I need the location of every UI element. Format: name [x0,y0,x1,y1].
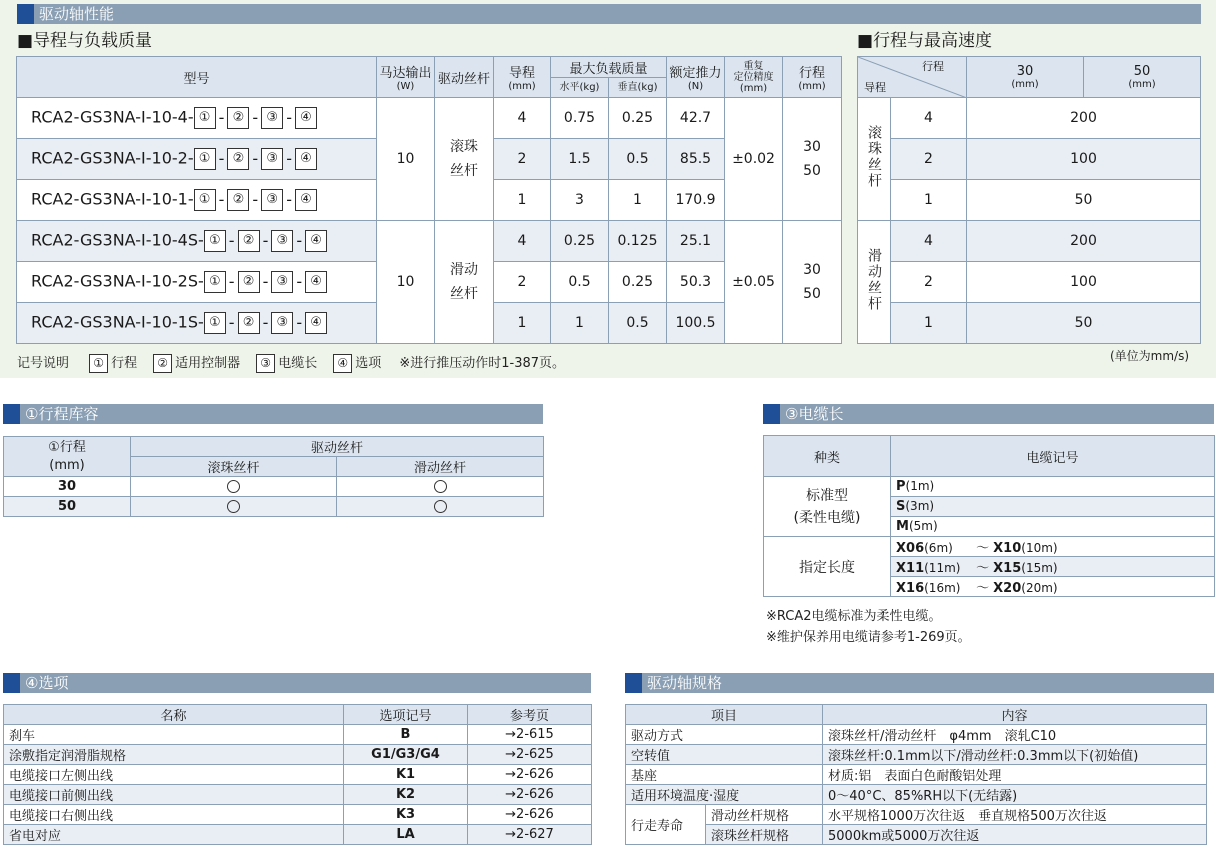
option-row [4,785,592,805]
spec-life-sub: 滑动丝杆规格 [706,805,823,825]
option-row [4,745,592,765]
hdr-horizontal: 水平(kg) [551,78,609,98]
legend-note: ※进行推压动作时1-387页。 [399,356,566,371]
option-name: 刹车 [4,725,344,745]
motor-output: 10 [377,98,435,221]
option-box-1: ① [204,312,226,334]
horizontal-load: 1.5 [551,139,609,180]
hdr-motor-label: 马达输出 [379,66,432,81]
hdr-repeat-unit: (mm) [739,82,768,94]
model-cell [17,303,377,344]
spec-item: 适用环境温度·湿度 [626,785,823,805]
option-code: B [344,725,468,745]
ball-screw-available [131,477,337,497]
option-name: 电缆接口前侧出线 [4,785,344,805]
horizontal-load: 0.25 [551,221,609,262]
legend-label: 记号说明 [17,356,70,371]
speed-lead: 4 [891,98,967,139]
rated-thrust: 50.3 [667,262,725,303]
option-code: G1/G3/G4 [344,745,468,765]
legend-item [256,356,317,371]
cable-code-from: X06 [896,541,925,556]
stroke-hdr-unit: (mm) [49,457,85,473]
lead-load-table [16,56,842,344]
model-cell [17,262,377,303]
hdr-drive: 驱动丝杆 [435,57,494,98]
option-code: LA [344,825,468,845]
option-box-1: ① [194,189,216,211]
spec-life-content: 5000km或5000万次往返 [823,825,1207,845]
title-marker [3,673,20,693]
model-dash: - [286,189,292,209]
option-page: →2-625 [468,745,592,765]
option-box-2: ② [227,148,249,170]
option-page: →2-627 [468,825,592,845]
stroke-hdr-drive: 驱动丝杆 [131,437,544,457]
rated-thrust: 25.1 [667,221,725,262]
speed-corner-cell [858,57,967,98]
option-row [4,825,592,845]
stroke-length: 30 [4,477,131,497]
horizontal-load: 0.75 [551,98,609,139]
option-row [4,805,592,825]
perf-subtitle: ■导程与负载质量 [17,31,153,51]
available-circle-icon [434,480,447,493]
spec-row [626,805,1207,825]
model-cell [17,98,377,139]
rated-thrust: 100.5 [667,303,725,344]
legend-item-number: ④ [333,354,352,373]
cable-row [764,477,1215,497]
option-name: 电缆接口左侧出线 [4,765,344,785]
options-hdr-code: 选项记号 [344,705,468,725]
speed-lead: 2 [891,139,967,180]
options-hdr-page: 参考页 [468,705,592,725]
horizontal-load: 3 [551,180,609,221]
spec-title-text: 驱动轴规格 [647,674,723,692]
model-dash: - [228,271,235,291]
legend-item-text: 适用控制器 [175,356,241,371]
rated-thrust: 42.7 [667,98,725,139]
cable-range-cell [891,557,1215,577]
lead-value: 4 [494,221,551,262]
spec-section-title [625,673,1214,693]
spec-content: 滚珠丝杆:0.1mm以下/滑动丝杆:0.3mm以下(初始值) [823,745,1207,765]
speed-subtitle: ■行程与最高速度 [857,31,993,51]
option-box-4: ④ [305,271,327,293]
speed-col-30 [967,57,1084,98]
title-marker [17,4,34,24]
cable-type-standard [764,477,891,537]
cable-code-to: X10 [993,541,1022,556]
vertical-load: 0.5 [609,303,667,344]
model-dash: - [218,148,225,168]
vertical-load: 1 [609,180,667,221]
cable-row [764,537,1215,557]
spec-item: 空转值 [626,745,823,765]
speed-lead: 1 [891,180,967,221]
speed-max: 50 [967,180,1201,221]
cable-title-text: ③电缆长 [785,405,844,423]
hdr-repeat-2: 定位精度 [733,71,774,83]
stroke-speed-table [857,56,1201,344]
speed-subtitle-text: 行程与最高速度 [873,31,993,51]
horizontal-load: 0.5 [551,262,609,303]
option-box-3: ③ [261,189,283,211]
drive-screw [435,98,494,221]
model-dash: - [262,271,269,291]
cable-type-standard-2: (柔性电缆) [793,509,861,526]
model-dash: - [296,230,303,250]
model-dash: - [286,148,292,168]
model-dash: - [218,189,225,209]
legend-item [89,356,137,371]
vertical-load: 0.5 [609,139,667,180]
speed-row [858,139,1201,180]
drive-screw-1: 滑动 [450,262,478,278]
legend-row [17,352,565,373]
cable-code-to: X15 [993,561,1022,576]
cable-hdr-type: 种类 [764,436,891,477]
speed-row [858,262,1201,303]
model-dash: - [262,312,269,332]
speed-max: 200 [967,98,1201,139]
lead-value: 1 [494,303,551,344]
cable-code-cell [891,497,1215,517]
cable-length-from: (11m) [924,561,961,575]
spec-hdr-content: 内容 [823,705,1207,725]
legend-item [153,356,240,371]
speed-col-30-value: 30 [1016,64,1034,79]
vertical-load: 0.25 [609,98,667,139]
option-box-3: ③ [261,148,283,170]
hdr-maxload: 最大负载质量 [551,57,667,78]
hdr-repeat-1: 重复 [743,60,764,72]
cable-length-to: (15m) [1021,561,1058,575]
option-name: 涂敷指定润滑脂规格 [4,745,344,765]
stroke-values [783,221,842,344]
stroke-value-2: 50 [803,163,821,179]
option-box-4: ④ [295,107,317,129]
model-cell [17,180,377,221]
repeat-accuracy: ±0.05 [725,221,783,344]
motor-output: 10 [377,221,435,344]
model-dash: - [228,230,235,250]
option-box-3: ③ [271,271,293,293]
cable-type-specified: 指定长度 [764,537,891,597]
option-name: 省电对应 [4,825,344,845]
option-box-4: ④ [295,189,317,211]
lead-value: 1 [494,180,551,221]
cable-section-title [763,404,1214,424]
cable-note-1: ※RCA2电缆标准为柔性电缆。 [766,609,942,624]
option-code: K2 [344,785,468,805]
stroke-hdr-stroke [4,437,131,477]
drive-screw [435,221,494,344]
spec-table [625,704,1207,845]
option-box-4: ④ [305,312,327,334]
model-dash: - [252,107,259,127]
spec-row [626,785,1207,805]
option-page: →2-626 [468,805,592,825]
speed-col-30-unit: (mm) [1011,79,1039,90]
spec-hdr-item: 项目 [626,705,823,725]
options-section-title [3,673,591,693]
option-box-2: ② [227,107,249,129]
option-box-1: ① [204,230,226,252]
legend-item [333,356,381,371]
repeat-accuracy: ±0.02 [725,98,783,221]
hdr-stroke-unit: (mm) [798,81,826,92]
cable-code: S [896,499,906,514]
speed-row [858,180,1201,221]
option-row [4,765,592,785]
speed-row [858,98,1201,139]
cable-length: (3m) [905,499,935,513]
horizontal-load: 1 [551,303,609,344]
slide-screw-available [337,497,544,517]
option-row [4,725,592,745]
option-code: K3 [344,805,468,825]
spec-content: 滚珠丝杆/滑动丝杆 φ4mm 滚轧C10 [823,725,1207,745]
cable-length-from: (16m) [924,581,961,595]
title-marker [763,404,780,424]
perf-row [17,98,842,139]
stroke-value-2: 50 [803,286,821,302]
option-box-3: ③ [271,230,293,252]
options-title-text: ④选项 [25,674,69,692]
cable-note-2: ※维护保养用电缆请参考1-269页。 [766,630,971,645]
model-dash: - [296,312,303,332]
spec-row [626,765,1207,785]
stroke-value-1: 30 [803,139,821,155]
model-code: RCA2-GS3NA-I-10-1- [31,189,194,209]
speed-max: 100 [967,139,1201,180]
option-code: K1 [344,765,468,785]
drive-screw-2: 丝杆 [450,163,478,179]
hdr-repeat [725,57,783,98]
option-box-2: ② [238,271,260,293]
stroke-values [783,98,842,221]
option-name: 电缆接口右侧出线 [4,805,344,825]
option-page: →2-615 [468,725,592,745]
cable-code-cell [891,517,1215,537]
perf-row [17,221,842,262]
stroke-section-title [3,404,543,424]
stroke-title-text: ①行程库容 [25,405,99,423]
spec-life-sub: 滚珠丝杆规格 [706,825,823,845]
cable-type-standard-1: 标准型 [806,487,848,504]
hdr-thrust [667,57,725,98]
speed-lead: 4 [891,221,967,262]
options-hdr-name: 名称 [4,705,344,725]
cable-code-to: X20 [993,581,1022,596]
model-dash: - [296,271,303,291]
option-box-3: ③ [271,312,293,334]
hdr-stroke [783,57,842,98]
speed-unit-note: (单位为mm/s) [1110,349,1190,363]
option-page: →2-626 [468,765,592,785]
hdr-thrust-unit: (N) [687,81,704,92]
model-code: RCA2-GS3NA-I-10-2- [31,148,194,168]
spec-life-content: 水平规格1000万次往返 垂直规格500万次往返 [823,805,1207,825]
hdr-thrust-label: 额定推力 [669,66,722,81]
vertical-load: 0.125 [609,221,667,262]
model-code: RCA2-GS3NA-I-10-4S- [31,230,204,250]
cable-length-to: (10m) [1021,541,1058,555]
stroke-hdr-label: ①行程 [48,439,86,455]
lead-value: 2 [494,262,551,303]
spec-content: 0～40°C、85%RH以下(无结露) [823,785,1207,805]
option-box-1: ① [204,271,226,293]
speed-row [858,303,1201,344]
main-section-title [17,4,1201,24]
speed-row [858,221,1201,262]
cable-range-separator: ～ [976,581,990,596]
options-table [3,704,592,845]
hdr-lead-unit: (mm) [508,81,536,92]
cable-length-from: (6m) [924,541,953,555]
option-box-2: ② [238,230,260,252]
model-code: RCA2-GS3NA-I-10-4- [31,107,194,127]
legend-item-number: ③ [256,354,275,373]
cable-length-to: (20m) [1021,581,1058,595]
speed-max: 50 [967,303,1201,344]
drive-screw-1: 滚珠 [450,139,478,155]
cable-length: (5m) [908,519,938,533]
stroke-row [4,477,544,497]
model-code: RCA2-GS3NA-I-10-1S- [31,312,204,332]
slide-screw-available [337,477,544,497]
option-box-4: ④ [305,230,327,252]
hdr-vertical: 垂直(kg) [609,78,667,98]
lead-value: 4 [494,98,551,139]
hdr-motor [377,57,435,98]
title-marker [625,673,642,693]
option-box-4: ④ [295,148,317,170]
speed-group-text: 滚珠丝杆 [866,125,882,189]
model-dash: - [286,107,292,127]
spec-row [626,725,1207,745]
speed-col-50-unit: (mm) [1128,79,1156,90]
speed-group-label [858,221,891,344]
stroke-hdr-slide: 滑动丝杆 [337,457,544,477]
drive-screw-2: 丝杆 [450,286,478,302]
available-circle-icon [434,500,447,513]
option-box-2: ② [227,189,249,211]
model-dash: - [262,230,269,250]
title-marker [3,404,20,424]
cable-range-cell [891,577,1215,597]
cable-code: M [896,519,909,534]
legend-item-number: ② [153,354,172,373]
stroke-row [4,497,544,517]
cable-code-cell [891,477,1215,497]
stroke-capacity-table [3,436,544,517]
spec-item: 驱动方式 [626,725,823,745]
model-dash: - [252,148,259,168]
spec-life-label: 行走寿命 [626,805,706,845]
rated-thrust: 85.5 [667,139,725,180]
cable-hdr-code: 电缆记号 [891,436,1215,477]
cable-range-separator: ～ [976,561,990,576]
model-dash: - [252,189,259,209]
model-cell [17,139,377,180]
model-dash: - [218,107,225,127]
spec-content: 材质:铝 表面白色耐酸铝处理 [823,765,1207,785]
option-box-1: ① [194,107,216,129]
lead-value: 2 [494,139,551,180]
vertical-load: 0.25 [609,262,667,303]
rated-thrust: 170.9 [667,180,725,221]
cable-code: P [896,479,906,494]
spec-item: 基座 [626,765,823,785]
hdr-model: 型号 [17,57,377,98]
speed-col-50-value: 50 [1133,64,1151,79]
main-title-text: 驱动轴性能 [39,5,115,23]
model-dash: - [228,312,235,332]
hdr-motor-unit: (W) [396,81,415,92]
stroke-hdr-ball: 滚珠丝杆 [131,457,337,477]
available-circle-icon [227,480,240,493]
speed-max: 100 [967,262,1201,303]
hdr-lead [494,57,551,98]
available-circle-icon [227,500,240,513]
spec-row [626,745,1207,765]
stroke-length: 50 [4,497,131,517]
cable-length: (1m) [905,479,935,493]
stroke-value-1: 30 [803,262,821,278]
corner-stroke-label: 行程 [922,60,944,73]
legend-item-number: ① [89,354,108,373]
ball-screw-available [131,497,337,517]
cable-table [763,435,1215,597]
model-cell [17,221,377,262]
option-box-3: ③ [261,107,283,129]
legend-item-text: 电缆长 [278,356,318,371]
speed-col-50 [1084,57,1201,98]
spec-row [626,825,1207,845]
hdr-lead-label: 导程 [508,66,535,81]
speed-lead: 2 [891,262,967,303]
corner-lead-label: 导程 [864,81,886,94]
option-page: →2-626 [468,785,592,805]
legend-item-text: 行程 [111,356,138,371]
legend-item-text: 选项 [355,356,382,371]
option-box-2: ② [238,312,260,334]
cable-code-from: X11 [896,561,925,576]
cable-range-separator: ～ [976,541,990,556]
speed-lead: 1 [891,303,967,344]
perf-subtitle-text: 导程与负载质量 [33,31,153,51]
speed-group-label [858,98,891,221]
hdr-stroke-label: 行程 [799,66,826,81]
cable-range-cell [891,537,1215,557]
speed-max: 200 [967,221,1201,262]
speed-group-text: 滑动丝杆 [866,248,882,312]
cable-code-from: X16 [896,581,925,596]
model-code: RCA2-GS3NA-I-10-2S- [31,271,204,291]
option-box-1: ① [194,148,216,170]
